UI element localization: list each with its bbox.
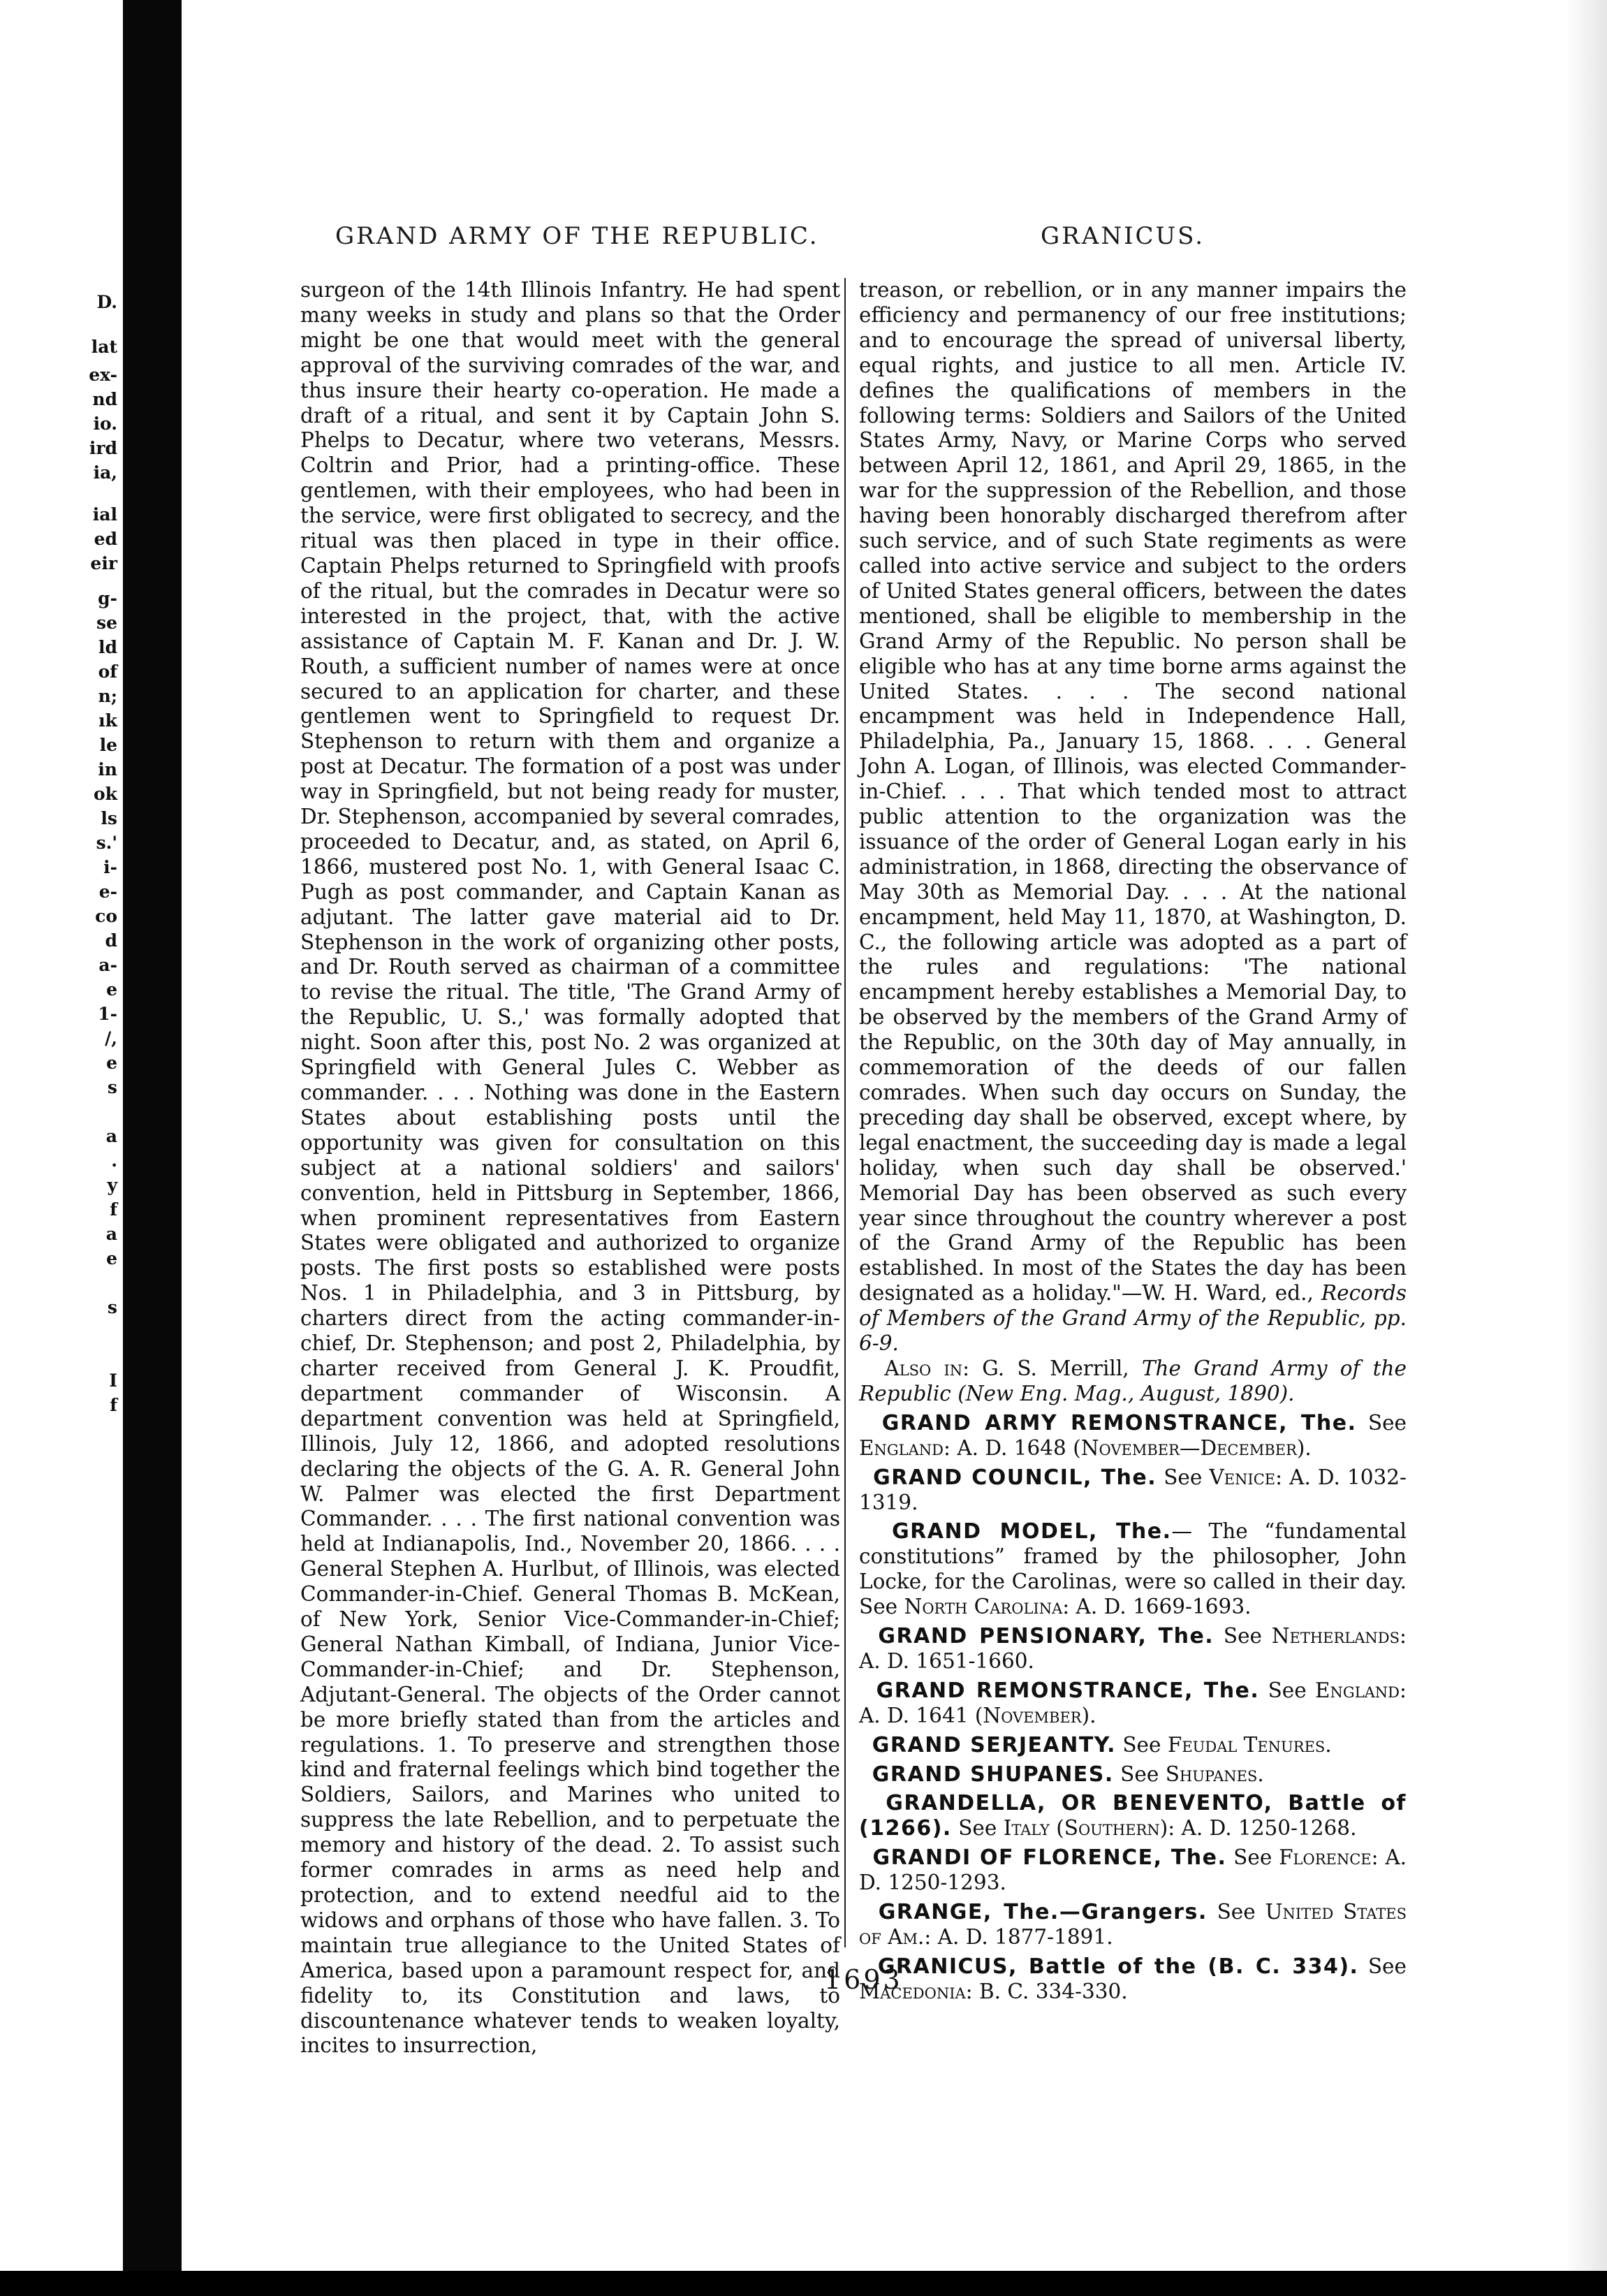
entry-reference: Shupanes xyxy=(1165,1762,1258,1786)
entry-heading: GRAND SERJEANTY. xyxy=(872,1732,1116,1757)
left-page-fragment: n; xyxy=(98,686,117,706)
entry-reference-end: ). xyxy=(1296,1435,1312,1460)
book-gutter-shadow xyxy=(123,0,182,2296)
entry-see-text: See xyxy=(1259,1678,1316,1702)
left-page-fragment: f xyxy=(110,1199,117,1220)
entry-see-text: See xyxy=(1226,1845,1279,1870)
dictionary-entry xyxy=(859,1845,1407,1896)
left-page-fragment: ia, xyxy=(93,462,117,483)
left-page-fragment: e xyxy=(106,1053,117,1073)
entry-heading: GRAND COUNCIL, The. xyxy=(873,1465,1157,1490)
left-page-fragment: D. xyxy=(96,292,117,312)
dictionary-entry xyxy=(859,1519,1407,1620)
dictionary-entry xyxy=(859,1733,1407,1758)
entry-heading: GRAND PENSIONARY, The. xyxy=(878,1624,1215,1649)
scan-bottom-edge xyxy=(0,2271,1607,2296)
entry-reference-date: . xyxy=(1325,1732,1332,1757)
left-page-fragment: le xyxy=(99,735,117,755)
entry-see-text: See xyxy=(1356,1410,1407,1435)
entry-see-text: — The “fundamental constitutions” framed by the philosopher, John Locke, for the Carolinas, were so called in their day. See xyxy=(859,1519,1407,1619)
entry-reference-date: . xyxy=(1257,1762,1264,1786)
entry-reference: Venice xyxy=(1209,1465,1276,1489)
left-page-fragment: ial xyxy=(92,504,117,525)
right-column xyxy=(859,278,1407,2005)
left-page-fragment: g- xyxy=(98,588,117,608)
entry-see-text: See xyxy=(1113,1762,1166,1786)
entry-reference-extra: November xyxy=(983,1703,1082,1727)
page-number: 1693 xyxy=(824,1964,903,1995)
left-page-fragment: ird xyxy=(89,438,117,458)
entry-heading: GRANDI OF FLORENCE, The. xyxy=(872,1845,1227,1871)
left-page-fragment: /, xyxy=(105,1028,117,1048)
entry-reference: Netherlands xyxy=(1271,1624,1400,1648)
left-page-fragment: eir xyxy=(90,553,117,573)
entry-reference-date: : A. D. 1648 ( xyxy=(944,1435,1081,1460)
entry-reference-date: : A. D. 1669-1693. xyxy=(1062,1595,1252,1619)
dictionary-entry xyxy=(859,1465,1407,1516)
left-page-fragment: s.' xyxy=(96,833,117,853)
entry-reference: Macedonia xyxy=(859,1979,966,2003)
dictionary-entry xyxy=(859,1624,1407,1674)
entry-reference: Italy (Southern) xyxy=(1003,1816,1168,1841)
dictionary-entry xyxy=(859,1954,1407,2005)
dictionary-entry xyxy=(859,1762,1407,1787)
left-page-fragment: d xyxy=(105,930,117,951)
entry-reference-date: : A. D. 1032-1319. xyxy=(859,1465,1407,1514)
entry-see-text: See xyxy=(1358,1954,1407,1978)
entry-reference-date: : B. C. 334-330. xyxy=(965,1979,1128,2003)
entry-heading: GRAND MODEL, The. xyxy=(892,1519,1172,1544)
entry-reference: North Carolina xyxy=(904,1595,1063,1619)
left-page-fragment: s xyxy=(107,1297,117,1317)
entry-reference-extra: November—December xyxy=(1080,1435,1297,1460)
left-column xyxy=(300,278,840,2059)
left-page-fragment: in xyxy=(98,759,117,780)
left-page-fragment: i- xyxy=(103,857,117,877)
running-header-left: GRAND ARMY OF THE REPUBLIC. xyxy=(335,222,819,250)
also-in-title: The Grand Army of the Republic (New Eng. Mag., August, 1890). xyxy=(859,1356,1407,1405)
entry-reference: Florence xyxy=(1279,1845,1372,1870)
left-page-fragment: io. xyxy=(93,414,117,434)
entry-reference-date: : A. D. 1641 ( xyxy=(859,1678,1407,1727)
entry-reference-date: : A. D. 1651-1660. xyxy=(859,1624,1407,1673)
entry-see-text: See xyxy=(1214,1624,1272,1648)
entry-reference-date: : A. D. 1250-1293. xyxy=(859,1845,1407,1895)
entry-heading: GRANDELLA, OR BENEVENTO, Battle of (1266). xyxy=(859,1791,1407,1841)
left-page-fragment: ls xyxy=(101,808,117,828)
entry-reference: England xyxy=(859,1435,944,1460)
column-divider xyxy=(844,278,846,1947)
left-page-fragment: e xyxy=(106,979,117,1000)
also-in-reference xyxy=(859,1357,1407,1407)
left-page-fragment: y xyxy=(107,1175,117,1195)
left-page-fragment: . xyxy=(111,1150,117,1171)
left-page-fragment: ok xyxy=(94,784,117,804)
entry-reference-end: ). xyxy=(1081,1703,1096,1727)
left-page-fragment: e xyxy=(106,1248,117,1268)
dictionary-entry xyxy=(859,1900,1407,1950)
left-page-fragment: a xyxy=(105,1224,117,1244)
entry-heading: GRAND SHUPANES. xyxy=(872,1762,1114,1787)
left-page-fragment: a xyxy=(105,1126,117,1146)
left-page-fragment: f xyxy=(110,1395,117,1415)
left-page-fragments xyxy=(0,0,123,2296)
entry-heading: GRANICUS, Battle of the (B. C. 334). xyxy=(877,1954,1359,1979)
entry-list xyxy=(859,1411,1407,2005)
article-continuation: treason, or rebellion, or in any manner impairs the efficiency and permanency of our free institutions; and to encourage the spread of universal liberty, equal rights, and justice to all men. Article IV. defines the qualifications of members in the following terms: Soldiers and Sailors of the United States Army, Navy, or Marine Corps who served between April 12, 1861, and April 29, 1865, in the war for the suppression of the Rebellion, and those having been honorably discharged therefrom after such service, and of such State regiments as were called into active service and subject to the orders of United States general officers, between the dates mentioned, shall be eligible to membership in the Grand Army of the Republic. No person shall be eligible who has at any time borne arms against the United States. . . . The second national encampment was held in Independence Hall, Philadelphia, Pa., January 15, 1868. . . . General John A. Logan, of Illinois, was elected Commander-in-Chief. . . . That which tended most to attract public attention to the organization was the issuance of the order of General Logan early in his administration, in 1868, directing the observance of May 30th as Memorial Day. . . . At the national encampment, held May 11, 1870, at Washington, D. C., the following article was adopted as a part of the rules and regulations: 'The national encampment hereby establishes a Memorial Day, to be observed by the members of the Grand Army of the Republic, on the 30th day of May annually, in commemoration of the deeds of our fallen comrades. When such day occurs on Sunday, the preceding day shall be observed, except where, by legal enactment, the succeeding day is made a legal holiday, when such day shall be observed.' Memorial Day has been observed as such every year since throughout the country wherever a post of the Grand Army of the Republic has been established. In most of the States the day has been designated as a holiday."—W. H. Ward, ed., xyxy=(859,278,1407,1306)
entry-see-text: See xyxy=(1207,1900,1265,1924)
also-in-label: Also in: xyxy=(884,1356,970,1380)
entry-see-text: See xyxy=(1115,1732,1168,1757)
article-body-left: surgeon of the 14th Illinois Infantry. He had spent many weeks in study and plans so that the Order might be one that would meet with the general approval of the surviving comrades of the war, and thus insure their hearty co-operation. He made a draft of a ritual, and sent it by Captain John S. Phelps to Decatur, where two veterans, Messrs. Coltrin and Prior, had a printing-office. These gentlemen, with their employees, who had been in the service, were first obligated to secrecy, and the ritual was then placed in type in their office. Captain Phelps returned to Springfield with proofs of the ritual, but the comrades in Decatur were so interested in the project, that, with the active assistance of Captain M. F. Kanan and Dr. J. W. Routh, a sufficient number of names were at once secured to an application for charter, and these gentlemen went to Springfield to request Dr. Stephenson to return with them and organize a post at Decatur. The formation of a post was under way in Springfield, but not being ready for muster, Dr. Stephenson, accompanied by several comrades, proceeded to Decatur, and, as stated, on April 6, 1866, mustered post No. 1, with General Isaac C. Pugh as post commander, and Captain Kanan as adjutant. The latter gave material aid to Dr. Stephenson in the work of organizing other posts, and Dr. Routh served as chairman of a committee to revise the ritual. The title, 'The Grand Army of the Republic, U. S.,' was formally adopted that night. Soon after this, post No. 2 was organized at Springfield with General Jules C. Webber as commander. . . . Nothing was done in the Eastern States about establishing posts until the opportunity was given for consultation on this subject at a national soldiers' and sailors' convention, held in Pittsburg in September, 1866, when prominent representatives from Eastern States were obligated and authorized to organize posts. The first posts so established were posts Nos. 1 in Philadelphia, and 3 in Pittsburg, by charters direct from the acting commander-in-chief, Dr. Stephenson; and post 2, Philadelphia, by charter received from General J. K. Proudfit, department commander of Wisconsin. A department convention was held at Springfield, Illinois, July 12, 1866, and adopted resolutions declaring the objects of the G. A. R. General John W. Palmer was elected the first Department Commander. . . . The first national convention was held at Indianapolis, Ind., November 20, 1866. . . . General Stephen A. Hurlbut, of Illinois, was elected Commander-in-Chief. General Thomas B. McKean, of New York, Senior Vice-Commander-in-Chief; General Nathan Kimball, of Indiana, Junior Vice-Commander-in-Chief; and Dr. Stephenson, Adjutant-General. The objects of the Order cannot be more briefly stated than from the articles and regulations. 1. To preserve and strengthen those kind and fraternal feelings which bind together the Soldiers, Sailors, and Marines who united to suppress the late Rebellion, and to perpetuate the memory and history of the dead. 2. To assist such former comrades in arms as need help and protection, and to extend needful aid to the widows and orphans of those who have fallen. 3. To maintain true allegiance to the United States of America, based upon a paramount respect for, and fidelity to, its Constitution and laws, to discountenance whatever tends to weaken loyalty, incites to insurrection, xyxy=(300,278,840,2058)
left-page-fragment: ed xyxy=(94,529,117,549)
left-page-fragment: lat xyxy=(91,337,117,357)
entry-heading: GRANGE, The.—Grangers. xyxy=(878,1900,1208,1925)
left-page-fragment: s xyxy=(107,1077,117,1097)
left-page-fragment: I xyxy=(109,1370,117,1391)
dictionary-entry xyxy=(859,1679,1407,1729)
entry-heading: GRAND ARMY REMONSTRANCE, The. xyxy=(881,1410,1357,1435)
left-page-fragment: ık xyxy=(98,710,117,731)
article-body-right xyxy=(859,278,1407,1357)
entry-see-text: See xyxy=(1157,1465,1210,1489)
left-page-fragment: ex- xyxy=(89,365,117,385)
entry-heading: GRAND REMONSTRANCE, The. xyxy=(876,1678,1260,1703)
left-page-fragment: ld xyxy=(98,637,117,657)
left-page-fragment: e- xyxy=(98,882,117,902)
also-in-text: G. S. Merrill, xyxy=(969,1356,1142,1380)
entry-reference: United States of Am. xyxy=(859,1900,1407,1949)
right-edge-shadow xyxy=(1565,0,1607,2296)
left-page-fragment: of xyxy=(98,661,117,682)
left-page-fragment: nd xyxy=(92,389,117,409)
left-page-fragment: se xyxy=(96,613,117,633)
entry-reference-date: : A. D. 1877-1891. xyxy=(924,1925,1113,1949)
left-page-fragment: a- xyxy=(98,955,117,975)
entry-reference-date: : A. D. 1250-1268. xyxy=(1168,1816,1357,1841)
entry-see-text: See xyxy=(951,1816,1004,1841)
entry-reference: England xyxy=(1315,1678,1400,1702)
citation-title: Records of Members of the Grand Army of the Republic, pp. 6-9. xyxy=(859,1281,1407,1356)
dictionary-entry xyxy=(859,1791,1407,1841)
entry-reference: Feudal Tenures xyxy=(1167,1732,1326,1757)
running-header-right: GRANICUS. xyxy=(1041,222,1205,250)
left-page-fragment: 1- xyxy=(98,1004,117,1024)
dictionary-entry xyxy=(859,1411,1407,1461)
left-page-fragment: co xyxy=(95,906,117,926)
